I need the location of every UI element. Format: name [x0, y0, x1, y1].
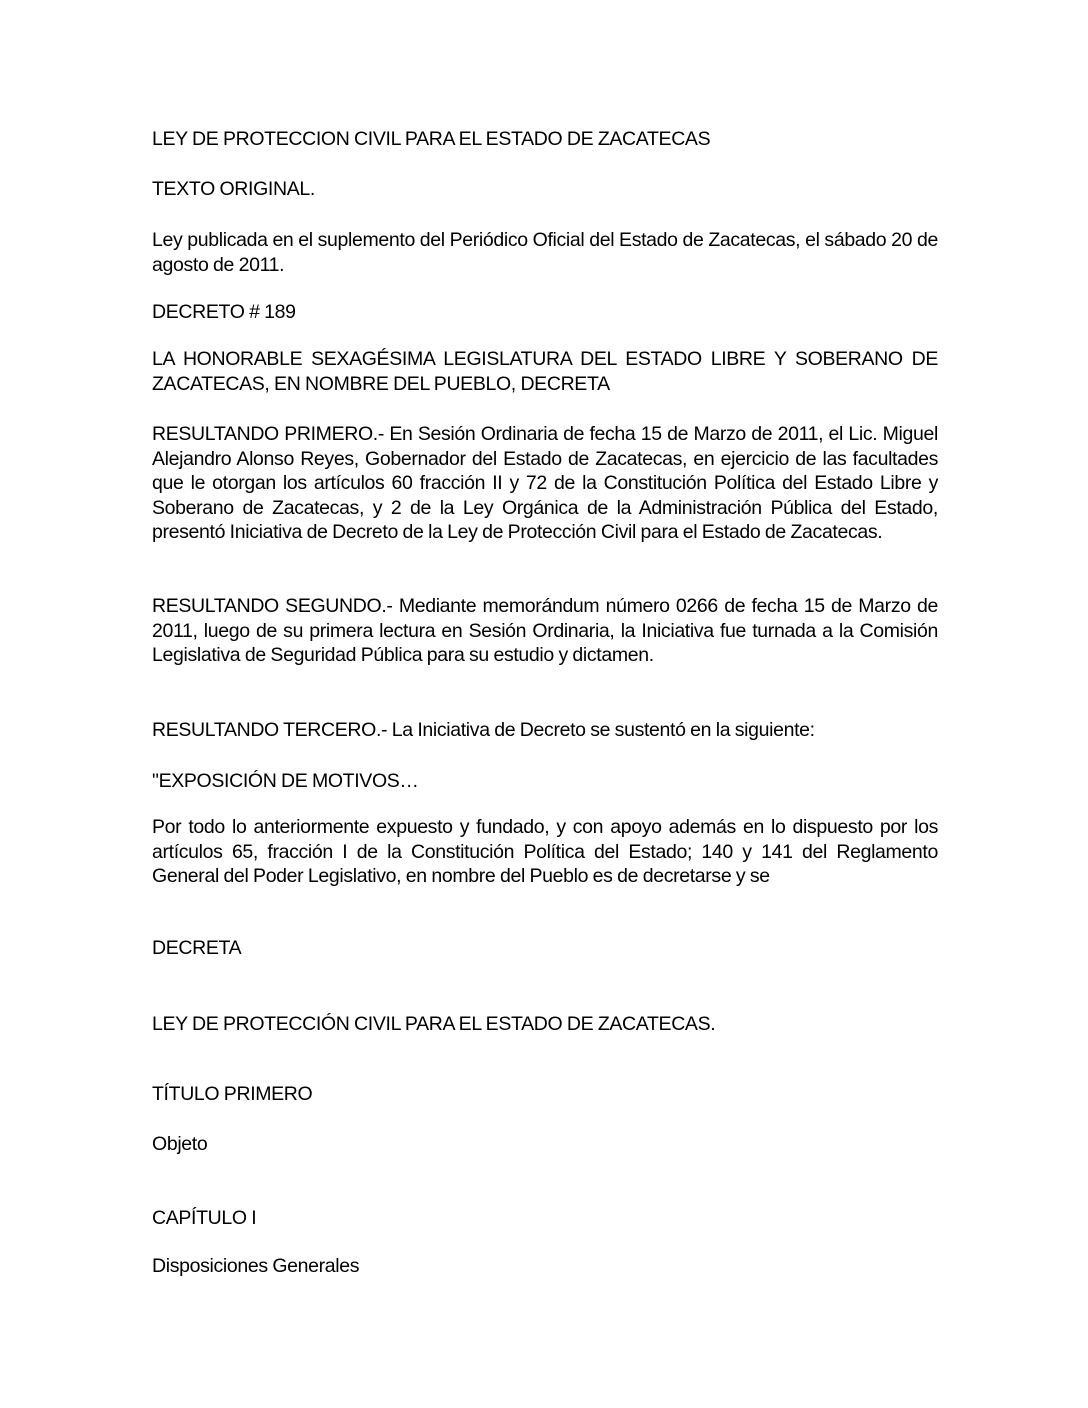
legislature-heading: LA HONORABLE SEXAGÉSIMA LEGISLATURA DEL ESTADO LIBRE Y SOBERANO DE ZACATECAS, EN NOMBRE DEL PUEBLO, DECRETA — [152, 348, 938, 395]
decree-number: DECRETO # 189 — [152, 301, 296, 323]
titulo-heading: TÍTULO PRIMERO — [152, 1083, 313, 1105]
document-title: LEY DE PROTECCION CIVIL PARA EL ESTADO DE ZACATECAS — [152, 128, 711, 150]
publication-note: Ley publicada en el suplemento del Periódico Oficial del Estado de Zacatecas, el sábado 20 de agosto de 2011. — [152, 229, 938, 276]
titulo-name: Objeto — [152, 1133, 208, 1155]
capitulo-name: Disposiciones Generales — [152, 1255, 360, 1277]
resultando-tercero: RESULTANDO TERCERO.- La Iniciativa de Decreto se sustentó en la siguiente: — [152, 719, 815, 741]
resultando-primero: RESULTANDO PRIMERO.- En Sesión Ordinaria de fecha 15 de Marzo de 2011, el Lic. Miguel Alejandro Alonso Reyes, Gobernador del Estado de Zacatecas, en ejercicio de las facultades que le otorgan los artículos 60 fracción II y 72 de la Constitución Política del Estado Libre y Soberano de Zacatecas, y 2 de la Ley Orgánica de la Administración Pública del Estado, presentó Iniciativa de Decreto de la Ley de Protección Civil para el Estado de Zacatecas. — [152, 423, 938, 544]
decreta-heading: DECRETA — [152, 937, 242, 959]
por-todo-paragraph: Por todo lo anteriormente expuesto y fundado, y con apoyo además en lo dispuesto por los artículos 65, fracción I de la Constitución Política del Estado; 140 y 141 del Reglamento General del Poder Legislativo, en nombre del Pueblo es de decretarse y se — [152, 816, 938, 888]
exposicion-motivos: "EXPOSICIÓN DE MOTIVOS… — [152, 770, 419, 792]
version-label: TEXTO ORIGINAL. — [152, 178, 315, 200]
law-title: LEY DE PROTECCIÓN CIVIL PARA EL ESTADO DE ZACATECAS. — [152, 1013, 716, 1035]
resultando-segundo: RESULTANDO SEGUNDO.- Mediante memorándum número 0266 de fecha 15 de Marzo de 2011, luego de su primera lectura en Sesión Ordinaria, la Iniciativa fue turnada a la Comisión Legislativa de Seguridad Pública para su estudio y dictamen. — [152, 595, 938, 667]
capitulo-heading: CAPÍTULO I — [152, 1207, 257, 1229]
